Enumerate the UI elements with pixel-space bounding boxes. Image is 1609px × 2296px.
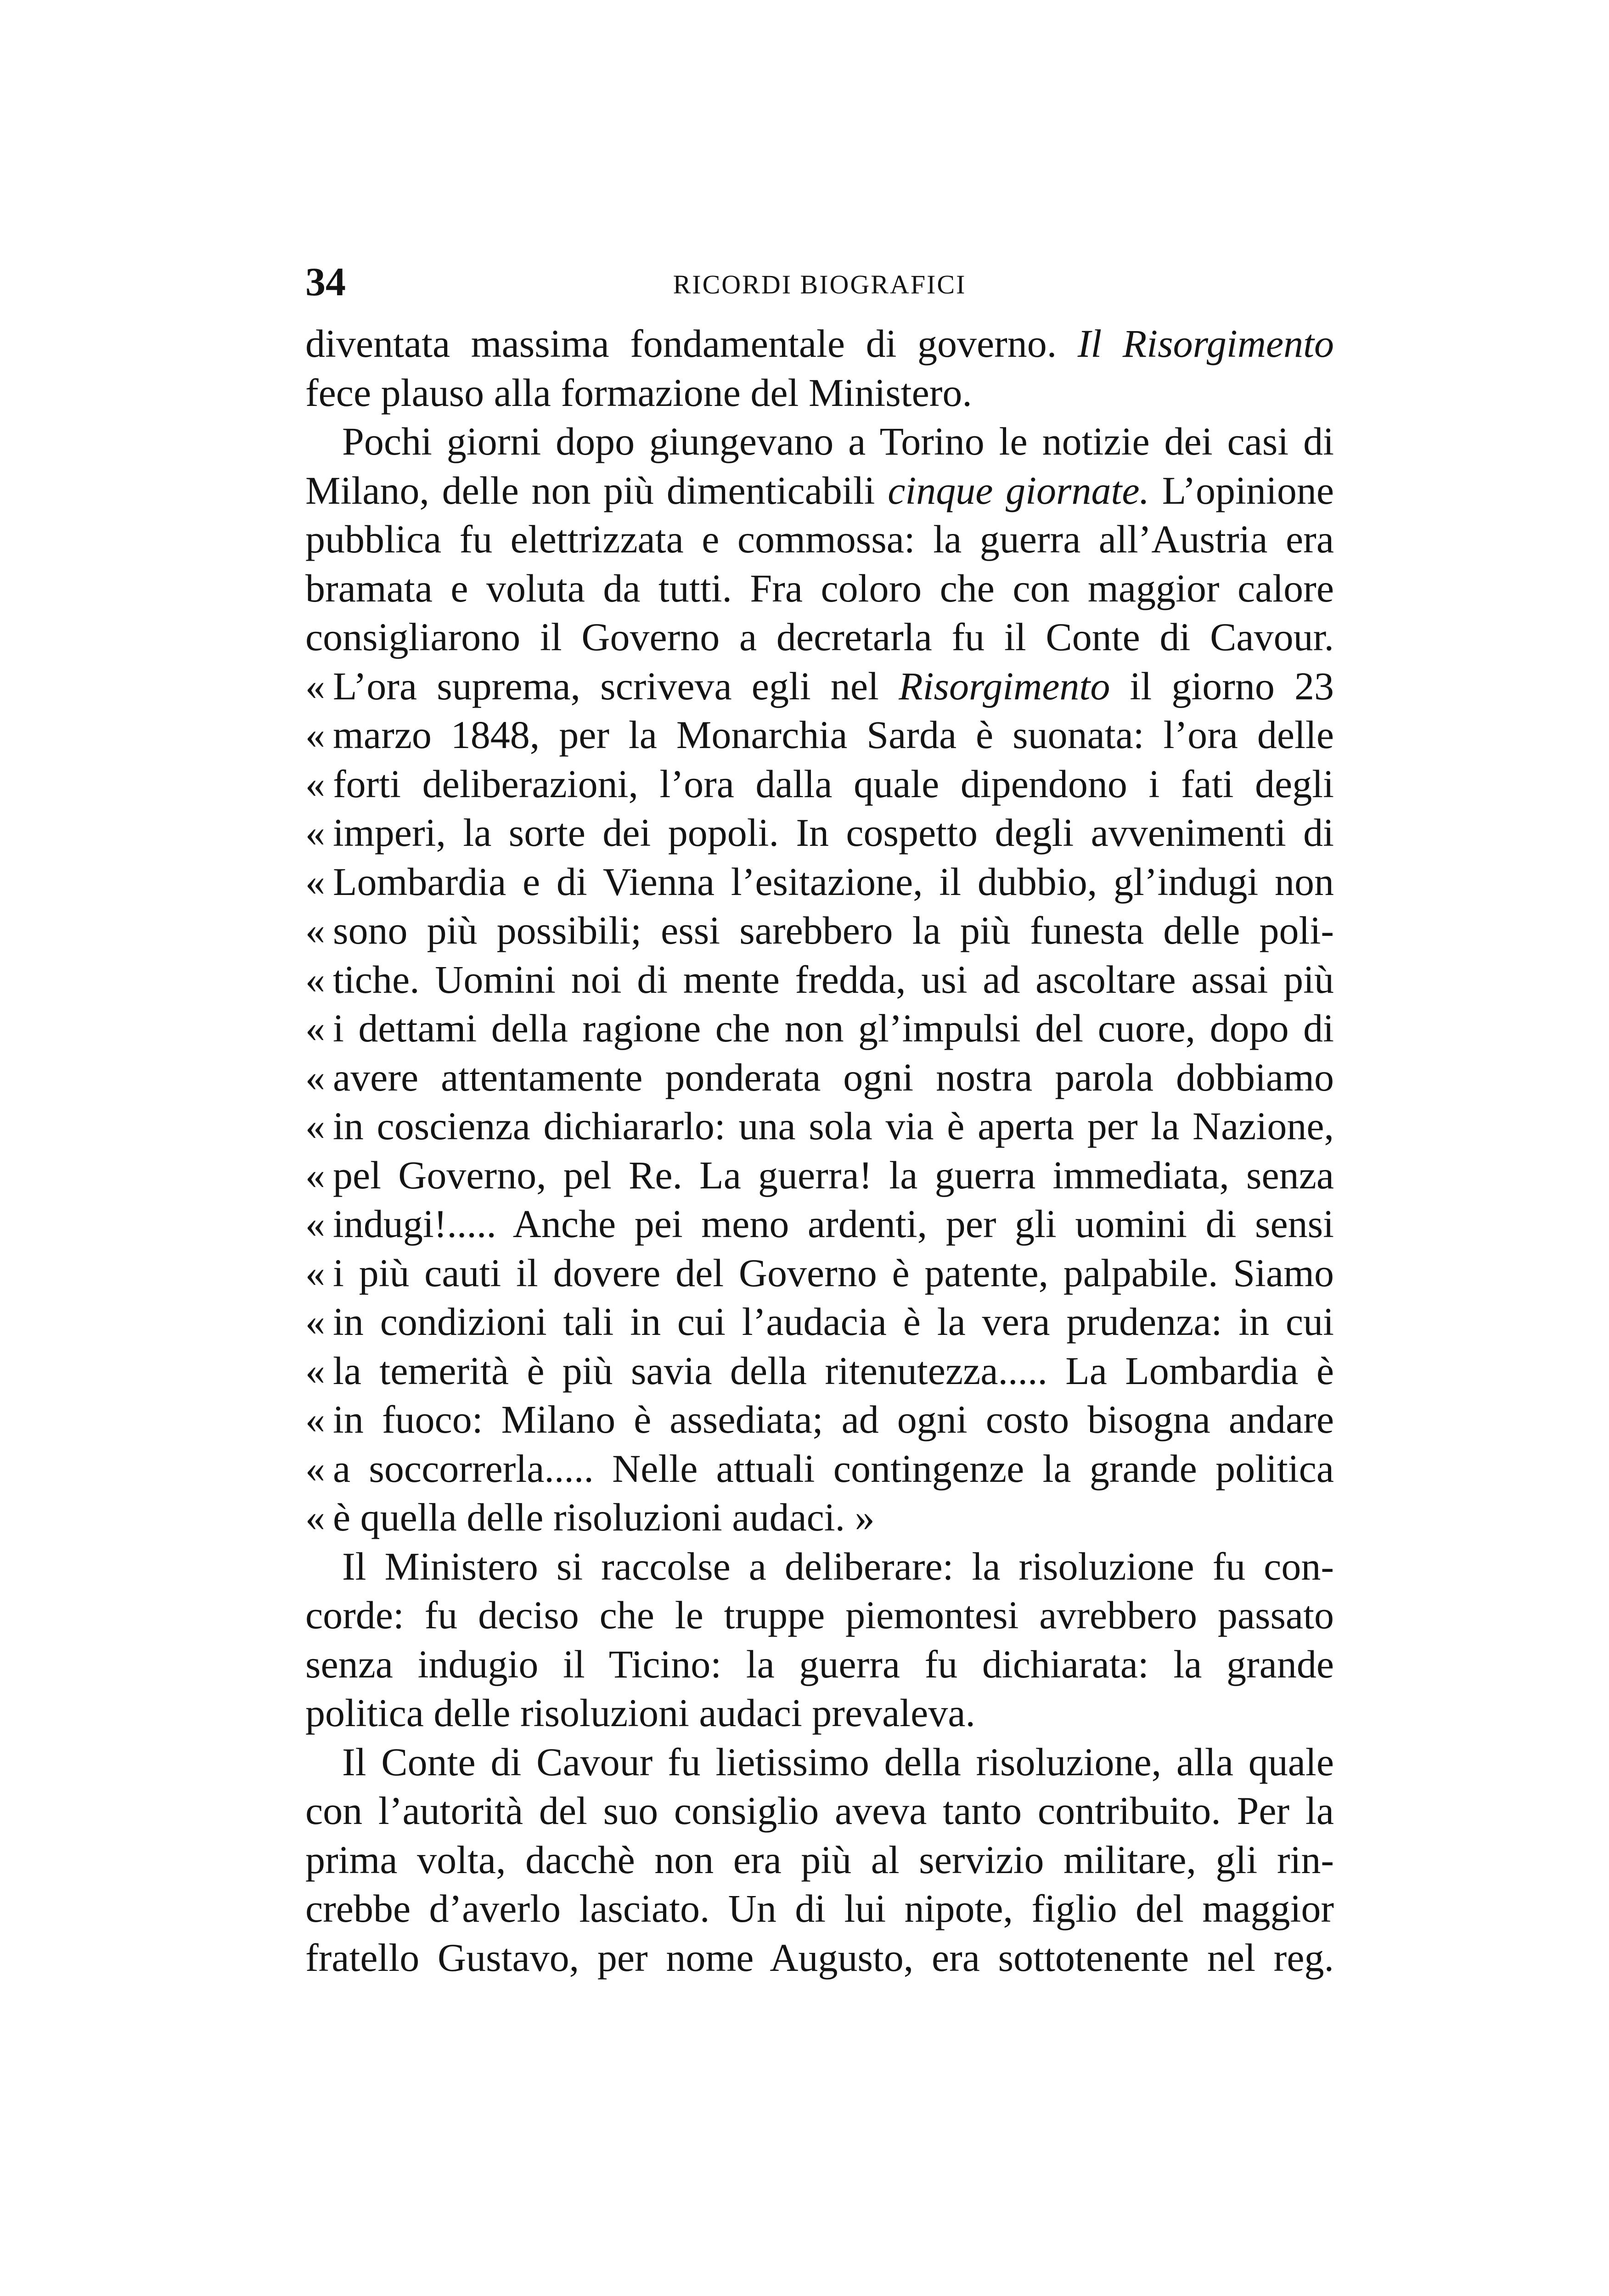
text-line: bramata e voluta da tutti. Fra coloro che con maggior calore: [305, 566, 1334, 610]
quote-line: « pel Governo, pel Re. La guerra! la guerra immediata, senza: [305, 1151, 1334, 1200]
text-line: crebbe d’averlo lasciato. Un di lui nipote, figlio del maggior: [305, 1886, 1334, 1930]
quote-mark: «: [305, 1006, 325, 1050]
quote-mark: «: [305, 1104, 325, 1148]
quote-line: « forti deliberazioni, l’ora dalla quale dipendono i fati degli: [305, 760, 1334, 809]
text-line: prima volta, dacchè non era più al servizio militare, gli rin-: [305, 1837, 1334, 1882]
quote-line: « in fuoco: Milano è assediata; ad ogni costo bisogna andare: [305, 1395, 1334, 1444]
quote-line: « tiche. Uomini noi di mente fredda, usi ad ascoltare assai più: [305, 955, 1334, 1004]
quote-line: « a soccorrerla..... Nelle attuali contingenze la grande politica: [305, 1444, 1334, 1493]
quote-line: « i dettami della ragione che non gl’impulsi del cuore, dopo di: [305, 1004, 1334, 1053]
quote-mark: «: [305, 859, 325, 904]
text-line: pubblica fu elettrizzata e commossa: la guerra all’Austria era: [305, 517, 1334, 561]
text-line: corde: fu deciso che le truppe piemontesi avrebbero passato: [305, 1593, 1334, 1637]
quote-line: « indugi!..... Anche pei meno ardenti, per gli uomini di sensi: [305, 1199, 1334, 1249]
quote-mark: «: [305, 810, 325, 855]
quote-mark: «: [305, 1055, 325, 1099]
quote-line: « in coscienza dichiararlo: una sola via è aperta per la Nazione,: [305, 1102, 1334, 1151]
text-line: Il Conte di Cavour fu lietissimo della risoluzione, alla quale: [342, 1739, 1334, 1784]
quote-mark: «: [305, 761, 325, 806]
text-line: con l’autorità del suo consiglio aveva tanto contribuito. Per la: [305, 1789, 1334, 1833]
quote-mark: «: [305, 1202, 325, 1246]
quote-mark: «: [305, 1250, 325, 1295]
text-line: Milano, delle non più dimenticabili cinque giornate. L’opinione: [305, 468, 1334, 512]
text-line: consigliarono il Governo a decretarla fu il Conte di Cavour.: [305, 615, 1334, 659]
quote-mark: «: [305, 1300, 325, 1344]
quote-line: « sono più possibili; essi sarebbero la più funesta delle poli-: [305, 906, 1334, 955]
text-line: senza indugio il Ticino: la guerra fu dichiarata: la grande: [305, 1642, 1334, 1686]
text-line: diventata massima fondamentale di governo. Il Risorgimento: [305, 321, 1334, 366]
quote-mark: «: [305, 713, 325, 757]
quote-mark: «: [305, 664, 325, 708]
quote-mark: «: [305, 1446, 325, 1491]
quote-line: « è quella delle risoluzioni audaci. »: [305, 1493, 1334, 1542]
quote-mark: «: [305, 908, 325, 952]
quote-mark: «: [305, 1348, 325, 1393]
quote-line: « la temerità è più savia della ritenutezza..... La Lombardia è: [305, 1346, 1334, 1396]
text-line: politica delle risoluzioni audaci prevaleva.: [305, 1691, 976, 1735]
quote-line: « in condizioni tali in cui l’audacia è la vera prudenza: in cui: [305, 1297, 1334, 1346]
quote-line: « i più cauti il dovere del Governo è patente, palpabile. Siamo: [305, 1249, 1334, 1298]
text-line: fratello Gustavo, per nome Augusto, era sottotenente nel reg.: [305, 1935, 1334, 1980]
quote-line: « imperi, la sorte dei popoli. In cospetto degli avvenimenti di: [305, 808, 1334, 857]
page-number: 34: [305, 260, 346, 304]
running-title: RICORDI BIOGRAFICI: [673, 270, 967, 299]
running-head: [305, 257, 1334, 308]
quote-line: « Lombardia e di Vienna l’esitazione, il dubbio, gl’indugi non: [305, 857, 1334, 906]
quote-mark: «: [305, 957, 325, 1002]
quote-mark: «: [305, 1495, 325, 1539]
text-line: Il Ministero si raccolse a deliberare: la risoluzione fu con-: [342, 1544, 1334, 1588]
body-text: [305, 319, 1334, 1982]
quote-mark: «: [305, 1397, 325, 1441]
text-line: fece plauso alla formazione del Ministero.: [305, 370, 972, 415]
quote-line: « marzo 1848, per la Monarchia Sarda è suonata: l’ora delle: [305, 710, 1334, 760]
quote-line: « L’ora suprema, scriveva egli nel Risorgimento il giorno 23: [305, 662, 1334, 711]
text-line: Pochi giorni dopo giungevano a Torino le notizie dei casi di: [342, 419, 1334, 463]
quote-mark: «: [305, 1153, 325, 1197]
quote-line: « avere attentamente ponderata ogni nostra parola dobbiamo: [305, 1053, 1334, 1102]
